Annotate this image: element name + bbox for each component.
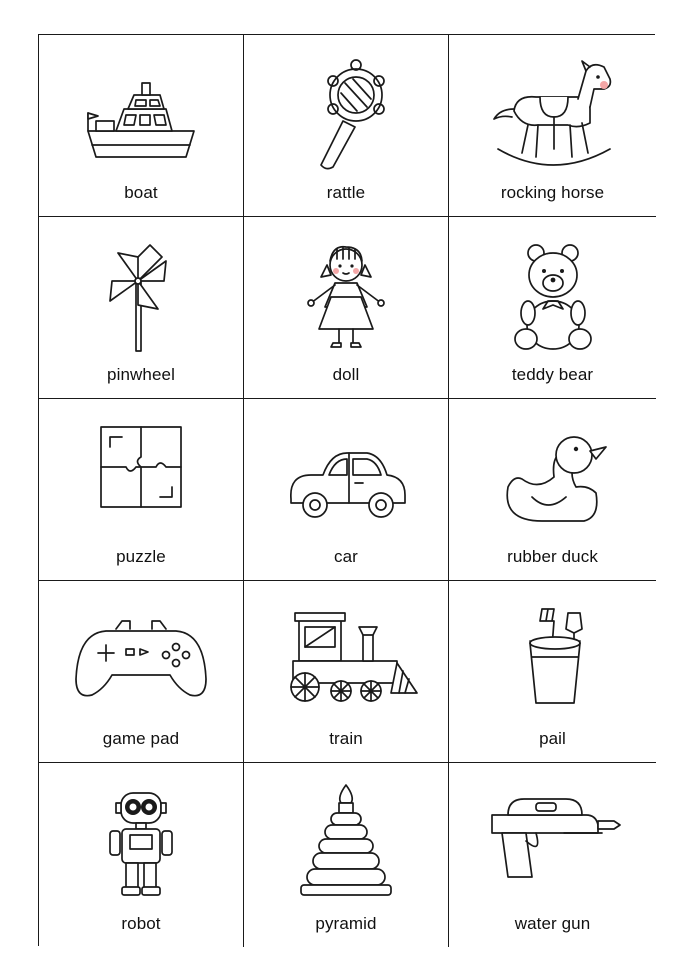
card-label: puzzle <box>116 547 166 566</box>
card-label: game pad <box>102 729 180 748</box>
rattle-icon <box>271 53 421 173</box>
pail-icon <box>478 599 628 719</box>
card-label: pail <box>539 729 566 748</box>
flashcard-grid <box>38 34 655 946</box>
boat-icon <box>66 53 216 173</box>
card-teddy-bear[interactable] <box>449 217 656 399</box>
card-pail[interactable] <box>449 581 656 763</box>
card-label: rattle <box>326 183 366 202</box>
pinwheel-icon <box>66 235 216 355</box>
card-pyramid[interactable] <box>244 763 449 947</box>
card-label: train <box>329 729 363 748</box>
card-label: water gun <box>514 914 591 933</box>
card-label: teddy bear <box>511 365 594 384</box>
card-label: robot <box>121 914 161 933</box>
card-water-gun[interactable] <box>449 763 656 947</box>
card-label: rubber duck <box>507 547 598 566</box>
card-puzzle[interactable] <box>39 399 244 581</box>
car-icon <box>271 417 421 537</box>
train-icon <box>271 599 421 719</box>
rocking-horse-icon <box>478 53 628 173</box>
game-pad-icon <box>66 599 216 719</box>
card-boat[interactable] <box>39 35 244 217</box>
rubber-duck-icon <box>478 417 628 537</box>
pyramid-icon <box>271 781 421 901</box>
card-label: boat <box>124 183 158 202</box>
card-rubber-duck[interactable] <box>449 399 656 581</box>
card-car[interactable] <box>244 399 449 581</box>
card-label: rocking horse <box>500 183 605 202</box>
card-label: doll <box>332 365 360 384</box>
card-game-pad[interactable] <box>39 581 244 763</box>
robot-icon <box>66 781 216 901</box>
card-pinwheel[interactable] <box>39 217 244 399</box>
card-rattle[interactable] <box>244 35 449 217</box>
water-gun-icon <box>478 781 628 901</box>
puzzle-icon <box>66 417 216 537</box>
card-label: pyramid <box>315 914 377 933</box>
card-doll[interactable] <box>244 217 449 399</box>
teddy-bear-icon <box>478 235 628 355</box>
doll-icon <box>271 235 421 355</box>
card-robot[interactable] <box>39 763 244 947</box>
card-label: pinwheel <box>107 365 175 384</box>
card-label: car <box>334 547 358 566</box>
card-rocking-horse[interactable] <box>449 35 656 217</box>
card-train[interactable] <box>244 581 449 763</box>
